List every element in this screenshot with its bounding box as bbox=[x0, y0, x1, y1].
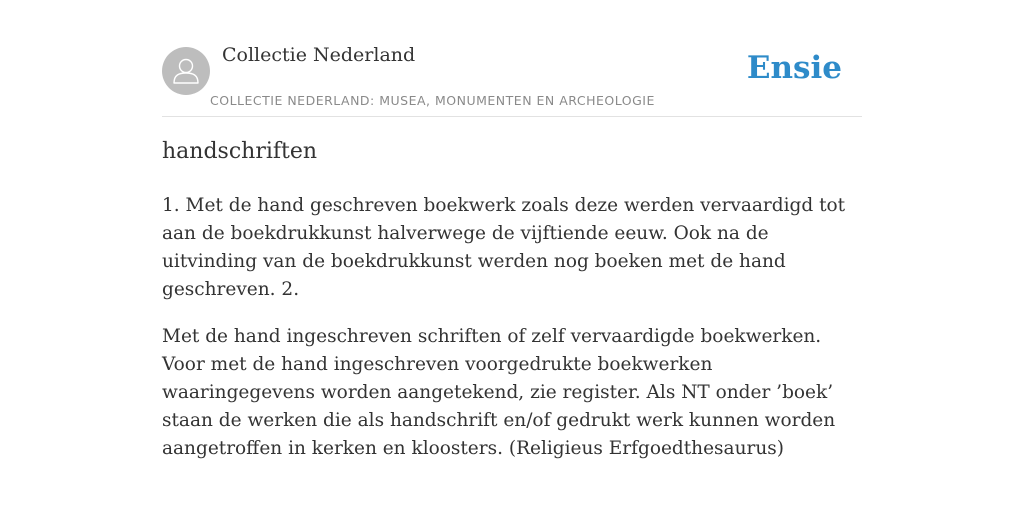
entry-title: handschriften bbox=[162, 139, 318, 164]
entry-paragraph: Met de hand ingeschreven schriften of zelf vervaardigde boekwerken. Voor met de hand ingeschreven voorgedrukte boekwerken waaringegevens worden aangetekend, zie register. Als NT onder ’boek’ staan de werken die als handschrift en/of gedrukt werk kunnen worden aangetroffen in kerken en kloosters. (Religieus Erfgoedthesaurus) bbox=[162, 326, 836, 459]
brand-logo[interactable]: Ensie bbox=[746, 50, 842, 86]
author-name[interactable]: Collectie Nederland bbox=[222, 44, 416, 66]
source-label[interactable]: COLLECTIE NEDERLAND: MUSEA, MONUMENTEN EN ARCHEOLOGIE bbox=[210, 93, 655, 108]
entry-body bbox=[162, 192, 862, 482]
author-avatar[interactable] bbox=[162, 47, 210, 95]
entry-header bbox=[162, 0, 862, 117]
entry-paragraph: 1. Met de hand geschreven boekwerk zoals deze werden vervaardigd tot aan de boekdrukkunst halverwege de vijftiende eeuw. Ook na de uitvinding van de boekdrukkunst werden nog boeken met de hand geschreven. 2. bbox=[162, 195, 846, 300]
user-icon bbox=[162, 47, 210, 95]
